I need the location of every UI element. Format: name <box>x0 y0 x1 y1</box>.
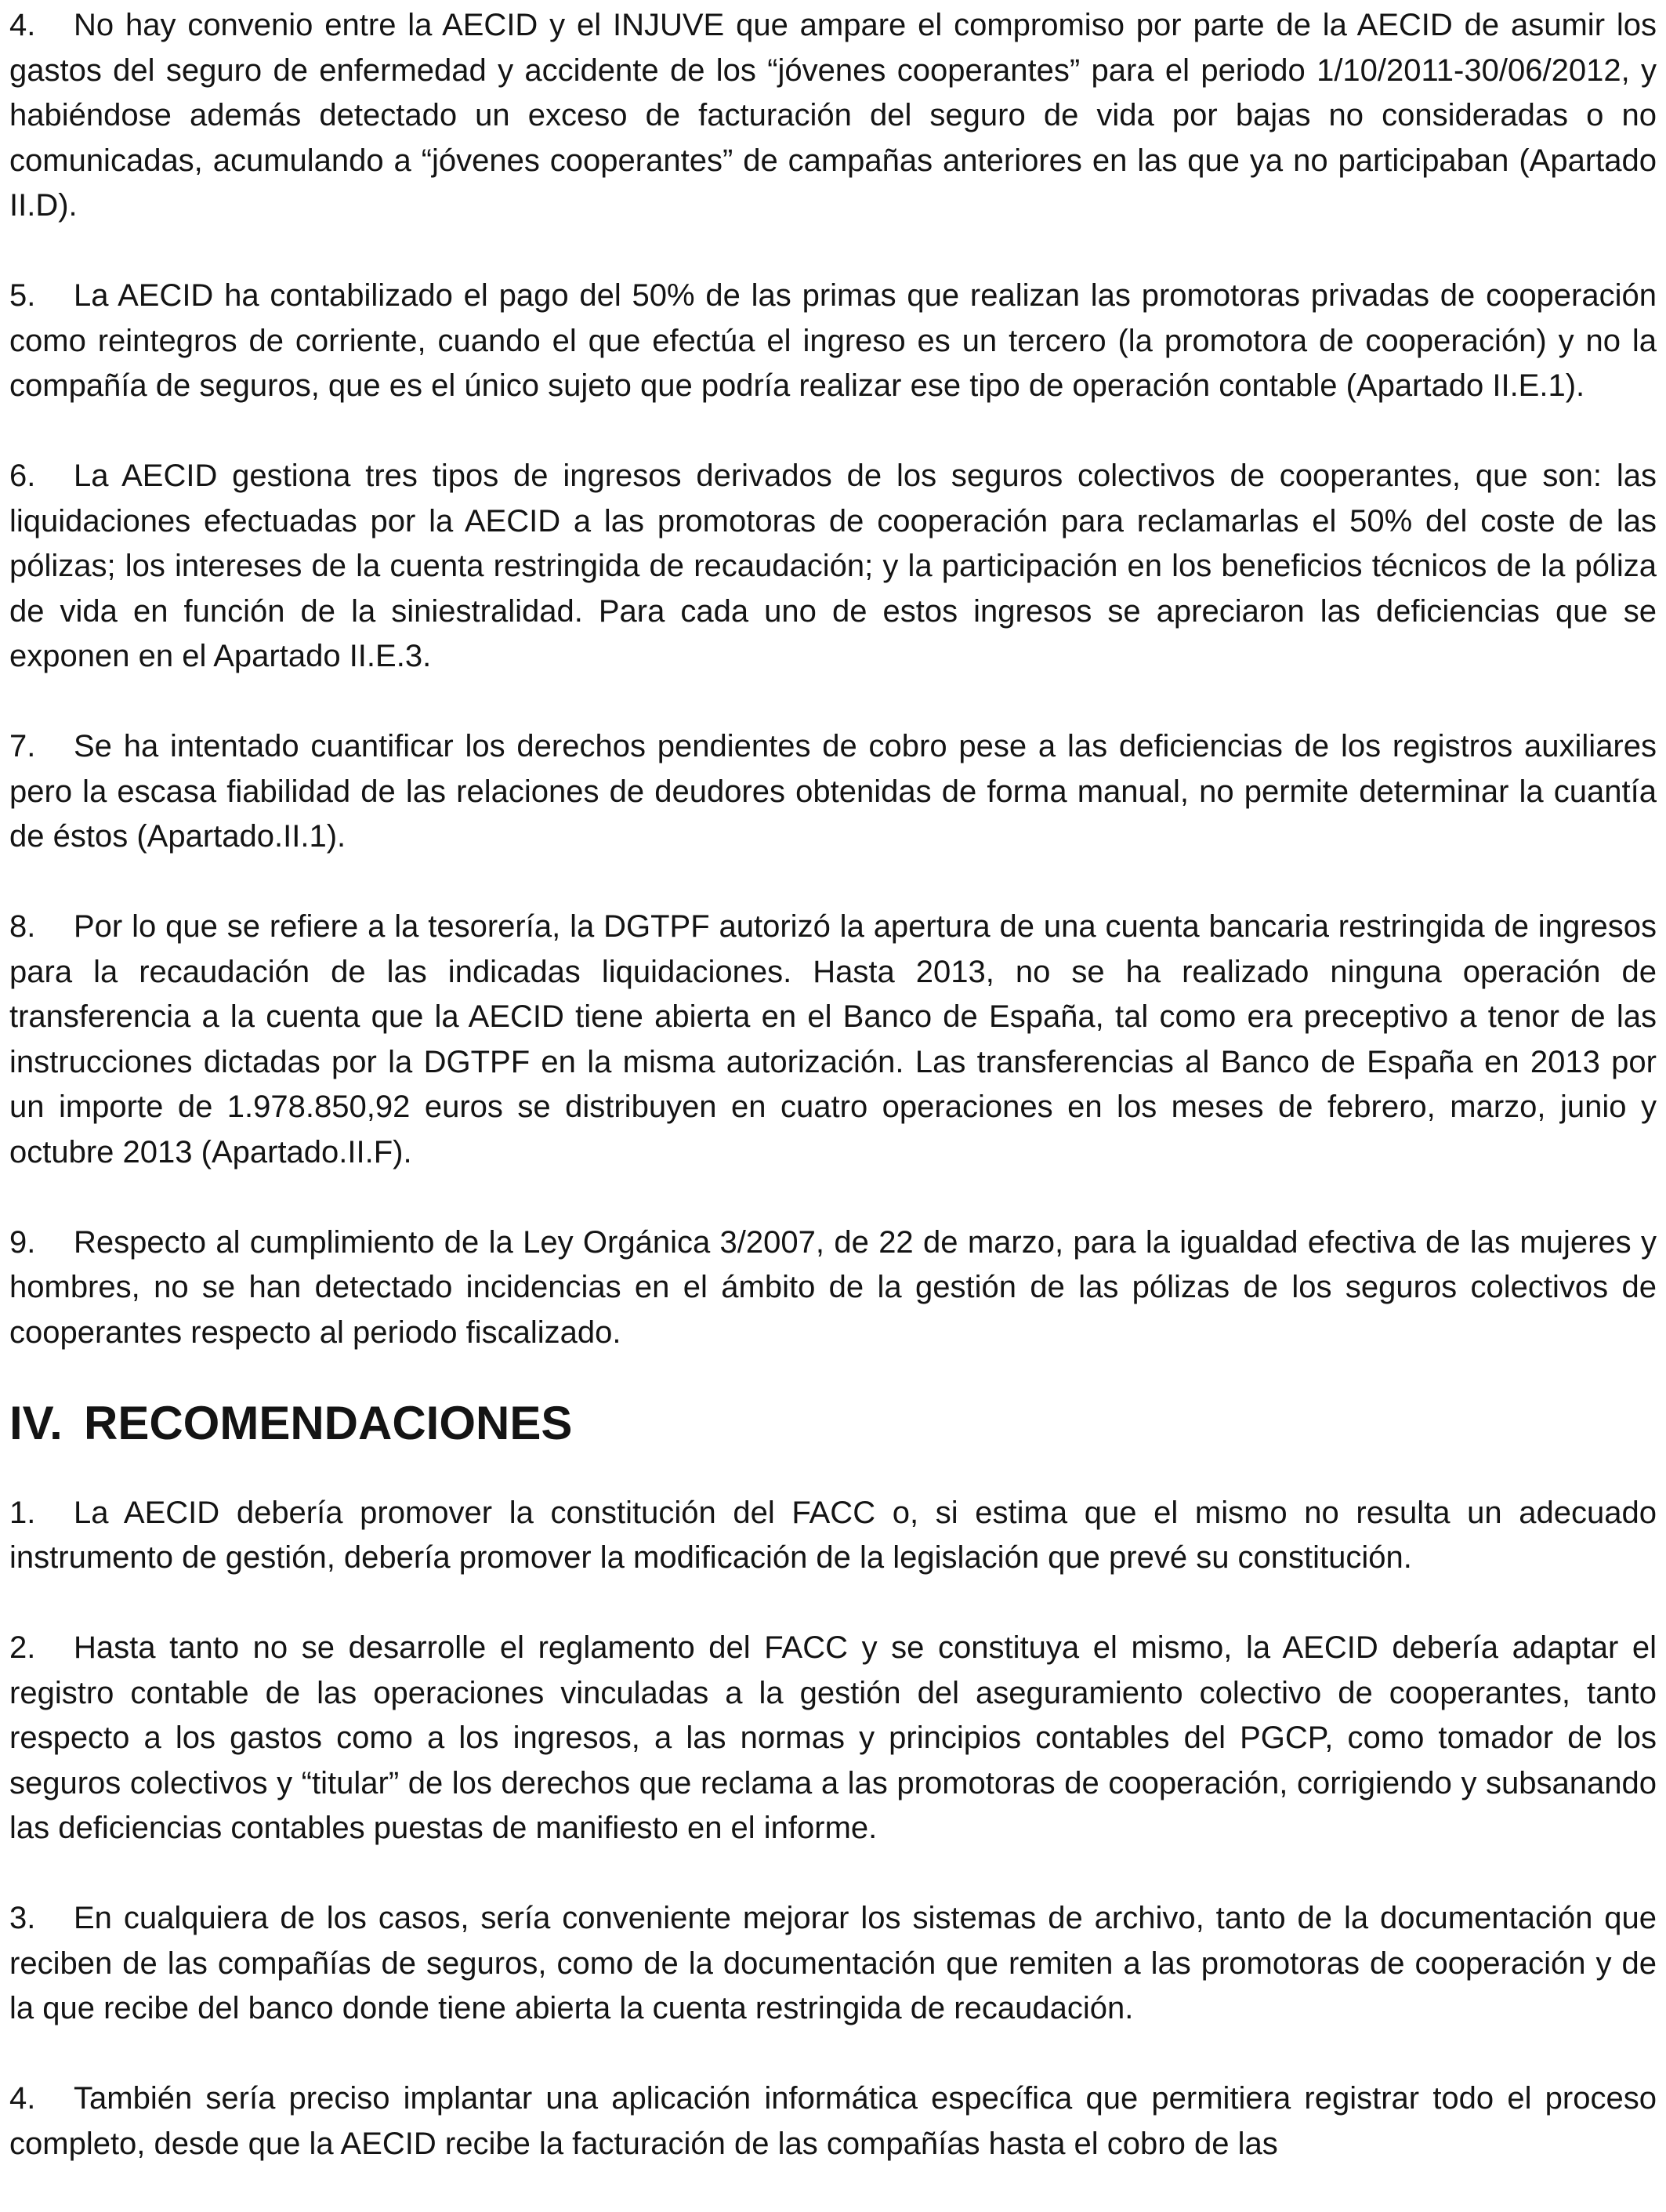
conclusion-item-5 <box>9 274 1657 409</box>
item-text: En cualquiera de los casos, sería conveniente mejorar los sistemas de archivo, tanto de la documentación que reciben de las compañías de seguros, como de la documentación que remiten a las promotoras de cooperación y de la que recibe del banco donde tiene abierta la cuenta restringida de recaudación. <box>9 1901 1657 2025</box>
document-page <box>9 3 1657 2212</box>
conclusion-item-8 <box>9 905 1657 1175</box>
conclusion-item-4 <box>9 3 1657 229</box>
recommendation-item-1 <box>9 1491 1657 1581</box>
item-text: No hay convenio entre la AECID y el INJUVE que ampare el compromiso por parte de la AECID de asumir los gastos del seguro de enfermedad y accidente de los “jóvenes cooperantes” para el periodo 1/10/2011-30/06/2012, y habiéndose además detectado un exceso de facturación del seguro de vida por bajas no consideradas o no comunicadas, acumulando a “jóvenes cooperantes” de campañas anteriores en las que ya no participaban (Apartado II.D). <box>9 8 1657 223</box>
section-title: RECOMENDACIONES <box>84 1396 573 1449</box>
recommendation-item-3 <box>9 1896 1657 2032</box>
item-number: 4. <box>9 8 36 42</box>
item-number: 8. <box>9 909 36 944</box>
conclusion-item-7 <box>9 724 1657 860</box>
item-number: 1. <box>9 1495 36 1530</box>
item-text: También sería preciso implantar una aplicación informática específica que permitiera registrar todo el proceso completo, desde que la AECID recibe la facturación de las compañías hasta el cobro de las <box>9 2081 1657 2161</box>
item-text: La AECID gestiona tres tipos de ingresos derivados de los seguros colectivos de cooperantes, que son: las liquidaciones efectuadas por la AECID a las promotoras de cooperación para reclamarlas el 50% del coste de las pólizas; los intereses de la cuenta restringida de recaudación; y la participación en los beneficios técnicos de la póliza de vida en función de la siniestralidad. Para cada uno de estos ingresos se apreciaron las deficiencias que se exponen en el Apartado II.E.3. <box>9 459 1657 673</box>
recommendation-item-2 <box>9 1626 1657 1851</box>
item-text: Respecto al cumplimiento de la Ley Orgánica 3/2007, de 22 de marzo, para la igualdad efectiva de las mujeres y hombres, no se han detectado incidencias en el ámbito de la gestión de las pólizas de los seguros colectivos de cooperantes respecto al periodo fiscalizado. <box>9 1224 1657 1350</box>
item-text: Se ha intentado cuantificar los derechos pendientes de cobro pese a las deficiencias de los registros auxiliares pero la escasa fiabilidad de las relaciones de deudores obtenidas de forma manual, no permite determinar la cuantía de éstos (Apartado.II.1). <box>9 729 1657 854</box>
item-number: 9. <box>9 1224 36 1260</box>
conclusion-item-9 <box>9 1220 1657 1356</box>
item-number: 6. <box>9 459 36 493</box>
item-number: 7. <box>9 729 36 763</box>
item-number: 3. <box>9 1901 36 1935</box>
item-number: 5. <box>9 278 36 313</box>
section-heading-recomendaciones <box>9 1396 1657 1449</box>
section-number: IV. <box>9 1396 63 1449</box>
item-text: Por lo que se refiere a la tesorería, la DGTPF autorizó la apertura de una cuenta bancaria restringida de ingresos para la recaudación de las indicadas liquidaciones. Hasta 2013, no se ha realizado ninguna operación de transferencia a la cuenta que la AECID tiene abierta en el Banco de España, tal como era preceptivo a tenor de las instrucciones dictadas por la DGTPF en la misma autorización. Las transferencias al Banco de España en 2013 por un importe de 1.978.850,92 euros se distribuyen en cuatro operaciones en los meses de febrero, marzo, junio y octubre 2013 (Apartado.II.F). <box>9 909 1657 1169</box>
item-text: La AECID debería promover la constitución del FACC o, si estima que el mismo no resulta un adecuado instrumento de gestión, debería promover la modificación de la legislación que prevé su constitución. <box>9 1495 1657 1575</box>
item-text: Hasta tanto no se desarrolle el reglamento del FACC y se constituya el mismo, la AECID debería adaptar el registro contable de las operaciones vinculadas a la gestión del aseguramiento colectivo de cooperantes, tanto respecto a los gastos como a los ingresos, a las normas y principios contables del PGCP, como tomador de los seguros colectivos y “titular” de los derechos que reclama a las promotoras de cooperación, corrigiendo y subsanando las deficiencias contables puestas de manifiesto en el informe. <box>9 1630 1657 1845</box>
item-number: 4. <box>9 2081 36 2116</box>
conclusion-item-6 <box>9 454 1657 680</box>
item-number: 2. <box>9 1630 36 1665</box>
recommendation-item-4 <box>9 2076 1657 2167</box>
item-text: La AECID ha contabilizado el pago del 50% de las primas que realizan las promotoras privadas de cooperación como reintegros de corriente, cuando el que efectúa el ingreso es un tercero (la promotora de cooperación) y no la compañía de seguros, que es el único sujeto que podría realizar ese tipo de operación contable (Apartado II.E.1). <box>9 278 1657 403</box>
